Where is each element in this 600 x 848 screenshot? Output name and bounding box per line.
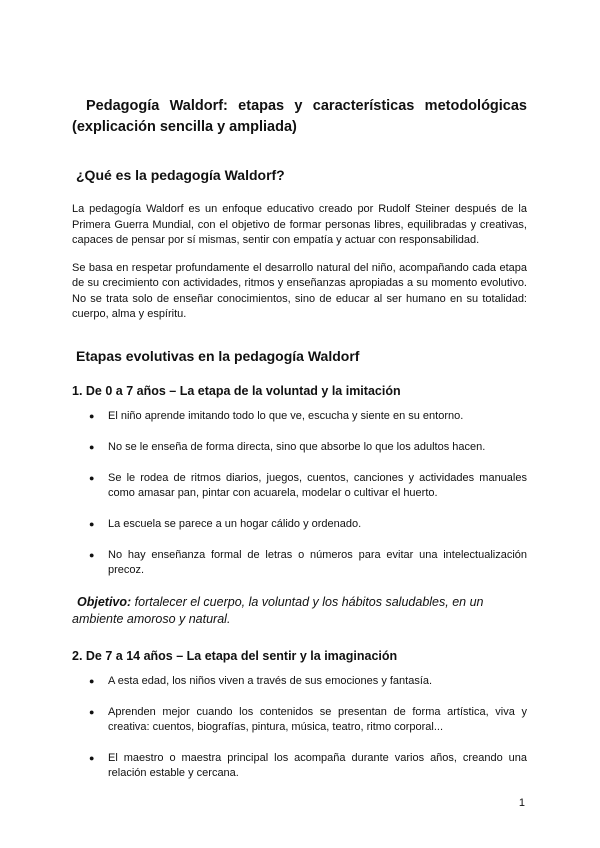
stage-7-14-list <box>72 674 527 781</box>
section-heading-stages: Etapas evolutivas en la pedagogía Waldorf <box>76 347 360 364</box>
list-item-text: La escuela se parece a un hogar cálido y ordenado. <box>108 517 362 530</box>
bullet-icon: ● <box>89 675 95 686</box>
bullet-icon: ● <box>89 441 95 452</box>
objective-label: Objetivo: <box>77 594 132 609</box>
list-item <box>72 409 527 424</box>
list-item-text: No hay enseñanza formal de letras o números para evitar una intelectualización precoz. <box>108 548 527 576</box>
paragraph-definition: La pedagogía Waldorf es un enfoque educativo creado por Rudolf Steiner después de la Primera Guerra Mundial, con el objetivo de formar personas libres, equilibradas y creativas, capaces de pensar por sí mismas, sentir con empatía y actuar con responsabilidad. <box>72 203 527 246</box>
list-item <box>72 471 527 501</box>
stage-heading-0-7: 1. De 0 a 7 años – La etapa de la voluntad y la imitación <box>72 383 401 398</box>
list-item-text: No se le enseña de forma directa, sino que absorbe lo que los adultos hacen. <box>108 440 486 453</box>
bullet-icon: ● <box>89 472 95 483</box>
stage-heading-7-14: 2. De 7 a 14 años – La etapa del sentir y la imaginación <box>72 648 398 663</box>
section-heading-what-is: ¿Qué es la pedagogía Waldorf? <box>76 167 285 183</box>
list-item <box>72 517 527 532</box>
bullet-icon: ● <box>89 549 95 560</box>
bullet-icon: ● <box>89 706 95 717</box>
bullet-icon: ● <box>89 410 95 421</box>
page-content <box>72 96 527 797</box>
list-item-text: El maestro o maestra principal los acompaña durante varios años, creando una relación estable y cercana. <box>108 751 527 779</box>
stage-0-7-objective <box>72 594 527 628</box>
objective-text: fortalecer el cuerpo, la voluntad y los hábitos saludables, en un ambiente amoroso y natural. <box>72 594 484 626</box>
list-item-text: Se le rodea de ritmos diarios, juegos, cuentos, canciones y actividades manuales como amasar pan, pintar con acuarela, modelar o cultivar el huerto. <box>108 471 527 499</box>
list-item <box>72 674 527 689</box>
list-item-text: A esta edad, los niños viven a través de sus emociones y fantasía. <box>108 674 433 687</box>
bullet-icon: ● <box>89 752 95 763</box>
list-item <box>72 751 527 781</box>
bullet-icon: ● <box>89 518 95 529</box>
list-item <box>72 705 527 735</box>
list-item <box>72 548 527 578</box>
list-item <box>72 440 527 455</box>
page-number: 1 <box>518 797 525 809</box>
document-title: Pedagogía Waldorf: etapas y características metodológicas (explicación sencilla y ampliada) <box>72 98 527 135</box>
stage-0-7-list <box>72 409 527 578</box>
list-item-text: Aprenden mejor cuando los contenidos se presentan de forma artística, viva y creativa: cuentos, biografías, pintura, música, teatro, ritmo corporal... <box>108 705 527 733</box>
list-item-text: El niño aprende imitando todo lo que ve, escucha y siente en su entorno. <box>108 409 464 422</box>
paragraph-basis: Se basa en respetar profundamente el desarrollo natural del niño, acompañando cada etapa de su crecimiento con actividades, ritmos y enseñanzas apropiadas a su momento evolutivo. No se trata solo de enseñar conocimientos, sino de educar al ser humano en su totalidad: cuerpo, alma y espíritu. <box>72 261 527 320</box>
